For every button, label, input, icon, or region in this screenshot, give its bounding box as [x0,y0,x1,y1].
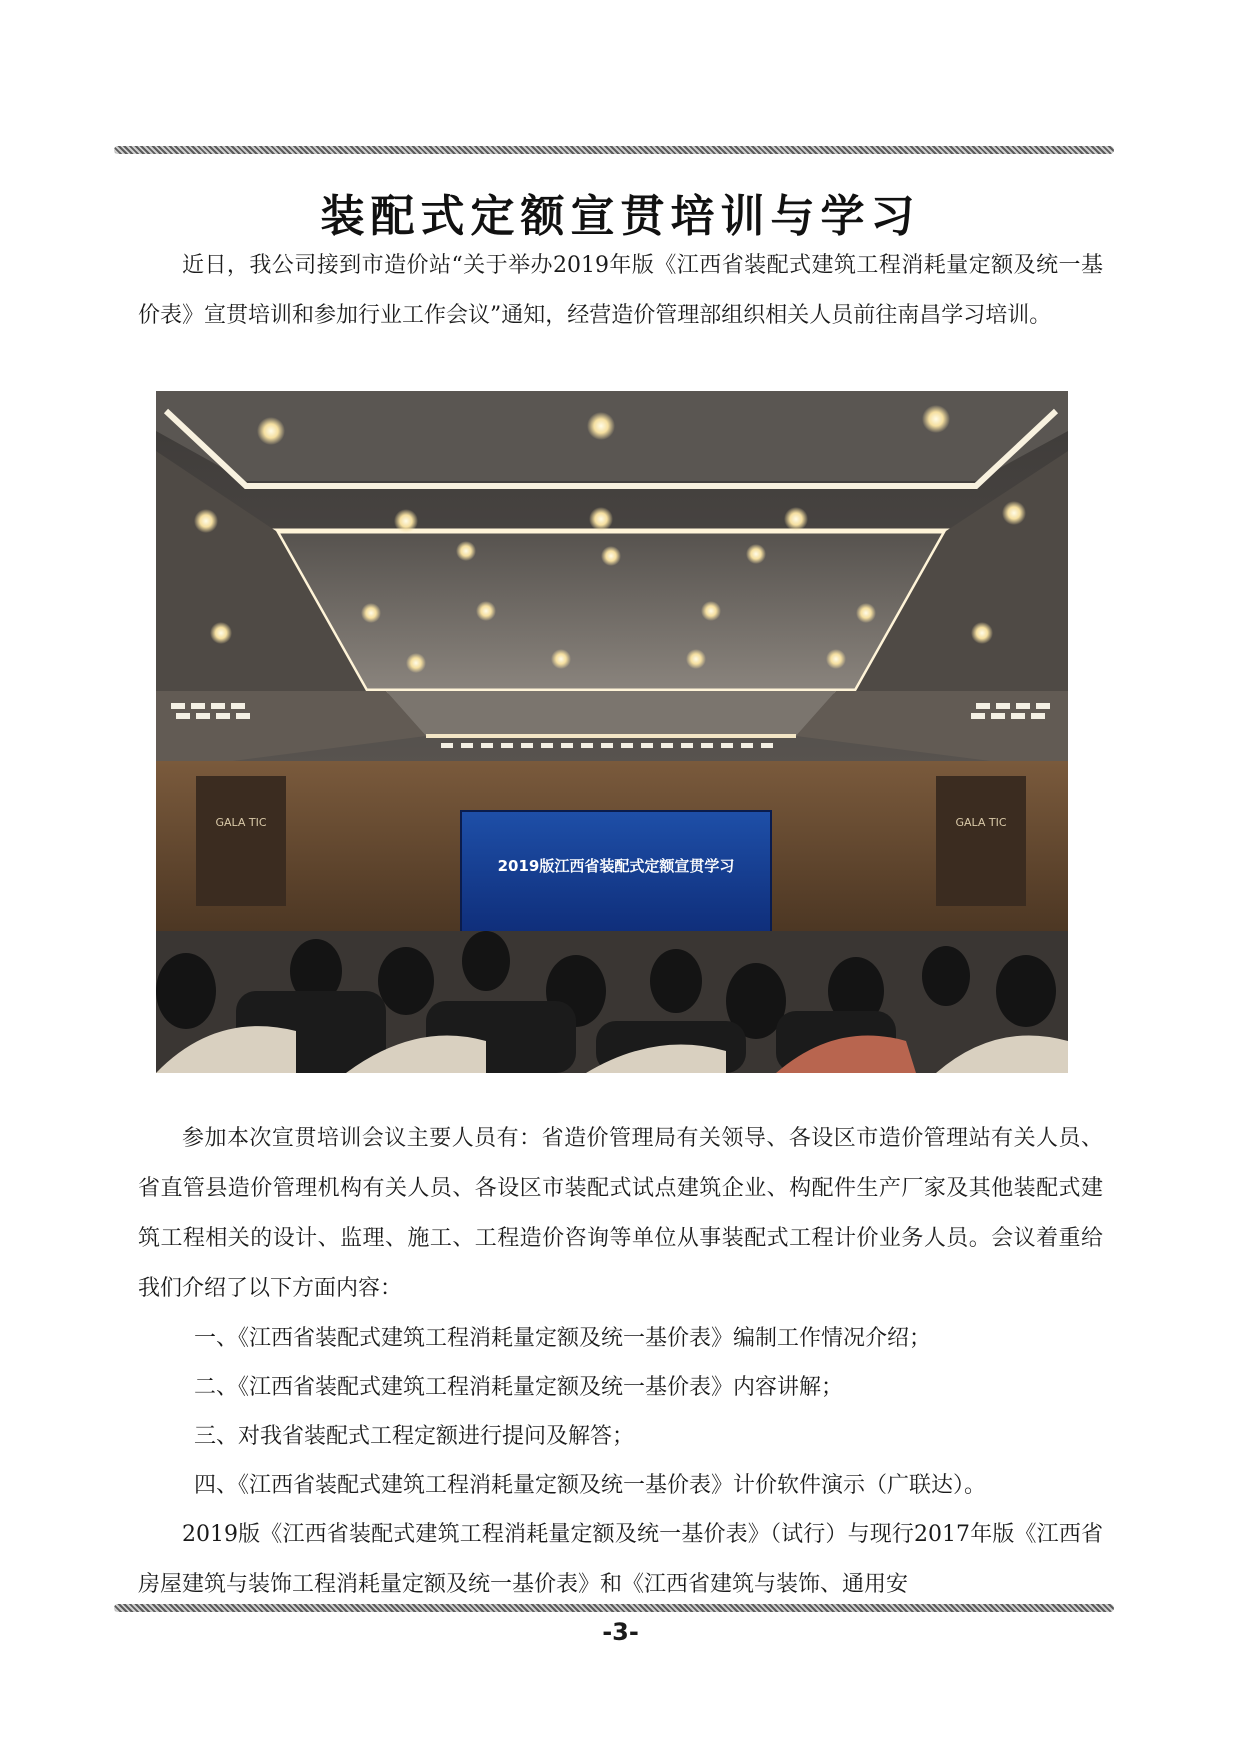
page-number: -3- [602,1618,639,1646]
page-title: 装配式定额宣贯培训与学习 [320,191,921,242]
list-item: 一、《江西省装配式建筑工程消耗量定额及统一基价表》编制工作情况介绍； [194,1326,932,1351]
screen-caption: 2019版江西省装配式定额宣贯学习 [497,857,735,875]
intro-paragraph: 近日，我公司接到市造价站“关于举办2019年版《江西省装配式建筑工程消耗量定额及统一基价表》宣贯培训和参加行业工作会议”通知，经营造价管理部组织相关人员前往南昌学习培训。 [138,253,1103,328]
footer-rule [114,1604,1114,1612]
list-item: 四、《江西省装配式建筑工程消耗量定额及统一基价表》计价软件演示（广联达）。 [194,1473,987,1498]
header-rule [114,146,1114,154]
right-wall-logo: GALA TIC [955,816,1007,829]
left-wall-logo: GALA TIC [215,816,267,829]
agenda-list [138,1314,1103,1510]
attendees-paragraph: 参加本次宣贯培训会议主要人员有：省造价管理局有关领导、各设区市造价管理站有关人员、省直管县造价管理机构有关人员、各设区市装配式试点建筑企业、构配件生产厂家及其他装配式建筑工程相关的设计、监理、施工、工程造价咨询等单位从事装配式工程计价业务人员。会议着重给我们介绍了以下方面内容： [138,1126,1103,1301]
closing-paragraph: 2019版《江西省装配式建筑工程消耗量定额及统一基价表》（试行）与现行2017年版《江西省房屋建筑与装饰工程消耗量定额及统一基价表》和《江西省建筑与装饰、通用安 [138,1522,1103,1597]
list-item: 二、《江西省装配式建筑工程消耗量定额及统一基价表》内容讲解； [194,1375,844,1400]
conference-photo [156,391,1068,1073]
list-item: 三、对我省装配式工程定额进行提问及解答； [194,1424,635,1449]
